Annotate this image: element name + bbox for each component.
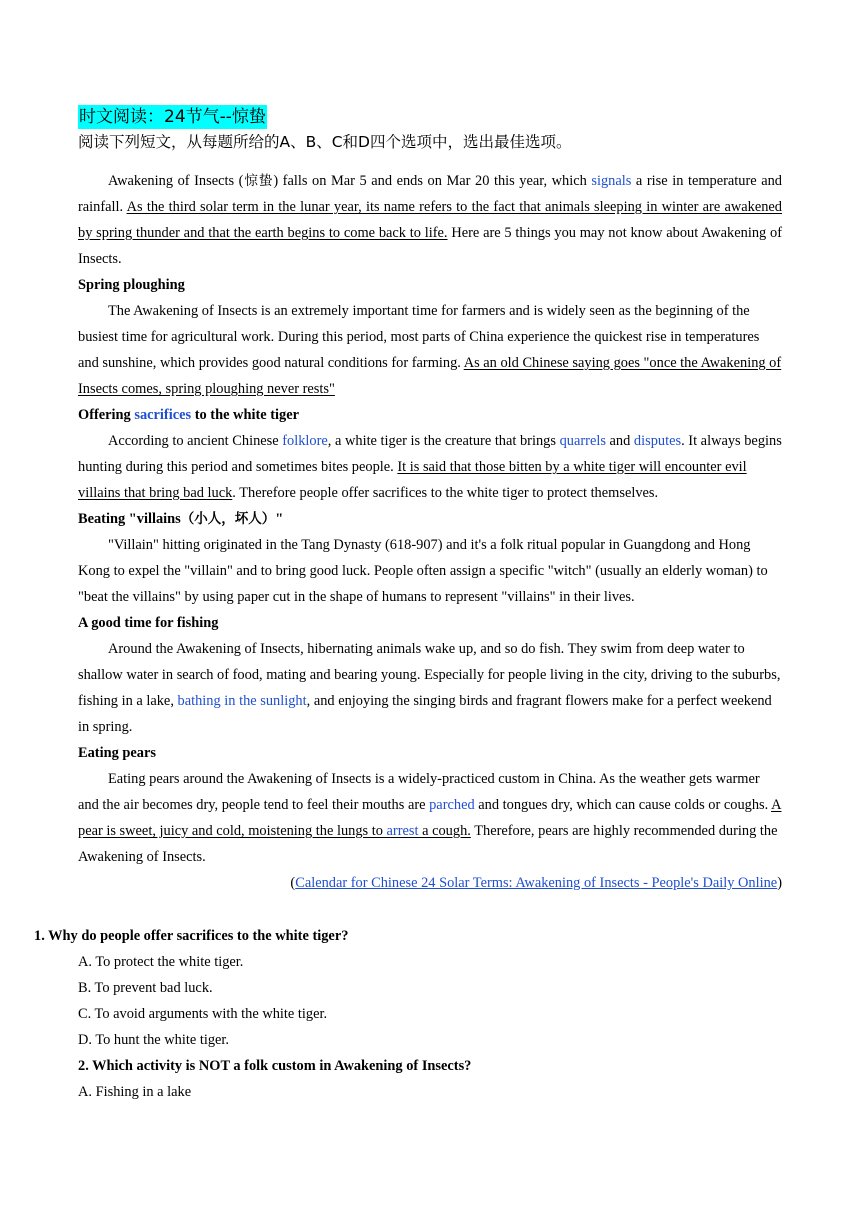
intro-text-2: ) falls on Mar 5 and ends on Mar 20 this year, which bbox=[273, 173, 592, 189]
heading-beating-villains bbox=[78, 506, 782, 532]
villains-heading-part-2: " bbox=[275, 511, 284, 527]
fishing-text-2: , and enjoying the singing birds and fragrant flowers make for a perfect weekend in spring. bbox=[78, 693, 772, 735]
question-2-option-a: A. Fishing in a lake bbox=[78, 1084, 192, 1100]
heading-spring-ploughing: Spring ploughing bbox=[78, 277, 185, 293]
heading-part-2: to the white tiger bbox=[191, 407, 299, 423]
heading-part-1: Offering bbox=[78, 407, 135, 423]
vocab-arrest: arrest bbox=[386, 823, 419, 839]
instruction-text: 阅读下列短文，从每题所给的A、B、C和D四个选项中，选出最佳选项。 bbox=[78, 133, 572, 151]
heading-fishing: A good time for fishing bbox=[78, 615, 219, 631]
question-1-option-b: B. To prevent bad luck. bbox=[78, 980, 213, 996]
tiger-text-5: . Therefore people offer sacrifices to the white tiger to protect themselves. bbox=[232, 485, 659, 501]
tiger-text-2: , a white tiger is the creature that brings bbox=[327, 433, 560, 449]
heading-offering-sacrifices bbox=[78, 402, 782, 428]
source-open-paren: ( bbox=[290, 875, 296, 891]
ploughing-text: The Awakening of Insects is an extremely important time for farmers and is widely seen as the beginning of the busiest time for agricultural work. During this period, most parts of China experience the quickest rise in temperatures and sunshine, which provides good natural conditions for farming. bbox=[78, 303, 760, 371]
question-1-option-a: A. To protect the white tiger. bbox=[78, 954, 244, 970]
vocab-disputes: disputes bbox=[633, 433, 682, 449]
intro-text-4: Here are 5 things you may not know about Awakening of Insects. bbox=[78, 225, 782, 267]
source-citation bbox=[78, 870, 782, 896]
heading-eating-pears: Eating pears bbox=[78, 745, 156, 761]
villains-heading-part-1: Beating "villains bbox=[78, 511, 181, 527]
pears-underlined-part-2: a cough. bbox=[418, 823, 471, 839]
source-close-paren: ) bbox=[777, 875, 782, 891]
vocab-sacrifices: sacrifices bbox=[134, 407, 192, 423]
tiger-text-1: According to ancient Chinese bbox=[108, 433, 283, 449]
question-1-option-c: C. To avoid arguments with the white tiger. bbox=[78, 1006, 328, 1022]
villains-heading-cjk: （小人，坏人） bbox=[180, 511, 276, 527]
vocab-parched: parched bbox=[429, 797, 475, 813]
paragraph-white-tiger bbox=[78, 428, 782, 506]
pears-text-1: Eating pears around the Awakening of Insects is a widely-practiced custom in China. As the weather gets warmer and the air becomes dry, people tend to feel their mouths are bbox=[78, 771, 760, 813]
paragraph-fishing bbox=[78, 636, 782, 740]
vocab-folklore: folklore bbox=[282, 433, 328, 449]
source-link[interactable]: Calendar for Chinese 24 Solar Terms: Awakening of Insects - People's Daily Online bbox=[295, 875, 778, 891]
tiger-underlined-sentence: It is said that those bitten by a white tiger will encounter evil villains that bring bad luck bbox=[78, 459, 747, 501]
vocab-quarrels: quarrels bbox=[559, 433, 606, 449]
page-title: 时文阅读：24节气--惊蛰 bbox=[79, 107, 266, 127]
pears-text-3: Therefore, pears are highly recommended during the Awakening of Insects. bbox=[78, 823, 778, 865]
article bbox=[78, 168, 782, 896]
pears-underlined-part-1: A pear is sweet, juicy and cold, moistening the lungs to bbox=[78, 797, 782, 839]
questions-section bbox=[34, 923, 794, 1105]
vocab-signals: signals bbox=[591, 173, 632, 189]
vocab-bathing-in-the-sunlight: bathing in the sunlight bbox=[177, 693, 307, 709]
intro-cjk-term: 惊蛰 bbox=[243, 173, 274, 189]
pears-text-2: and tongues dry, which can cause colds or coughs. bbox=[474, 797, 772, 813]
intro-paragraph bbox=[78, 168, 782, 272]
paragraph-eating-pears bbox=[78, 766, 782, 870]
tiger-text-3: and bbox=[605, 433, 634, 449]
intro-text-1: Awakening of Insects ( bbox=[108, 173, 244, 189]
ploughing-underlined-saying: As an old Chinese saying goes "once the Awakening of Insects comes, spring ploughing never rests" bbox=[78, 355, 782, 397]
question-1-option-d: D. To hunt the white tiger. bbox=[78, 1032, 230, 1048]
paragraph-beating-villains: "Villain" hitting originated in the Tang Dynasty (618-907) and it's a folk ritual popular in Guangdong and Hong Kong to expel the "villain" and to bring good luck. People often assign a specific "witch" (usually an elderly woman) to "beat the villains" by using paper cut in the shape of humans to represent "villains" in their lives. bbox=[78, 537, 768, 605]
paragraph-spring-ploughing bbox=[78, 298, 782, 402]
intro-underlined-sentence: As the third solar term in the lunar year, its name refers to the fact that animals sleeping in winter are awakened by spring thunder and that the earth begins to come back to life. bbox=[78, 199, 782, 241]
question-1: 1. Why do people offer sacrifices to the white tiger? bbox=[34, 928, 349, 944]
tiger-text-4: . It always begins hunting during this period and sometimes bites people. bbox=[78, 433, 782, 475]
intro-text-3: a rise in temperature and rainfall. bbox=[78, 173, 782, 215]
fishing-text-1: Around the Awakening of Insects, hibernating animals wake up, and so do fish. They swim from deep water to shallow water in search of food, mating and bearing young. Especially for people living in the city, driving to the suburbs, fishing in a lake, bbox=[78, 641, 781, 709]
question-2: 2. Which activity is NOT a folk custom in Awakening of Insects? bbox=[78, 1058, 472, 1074]
